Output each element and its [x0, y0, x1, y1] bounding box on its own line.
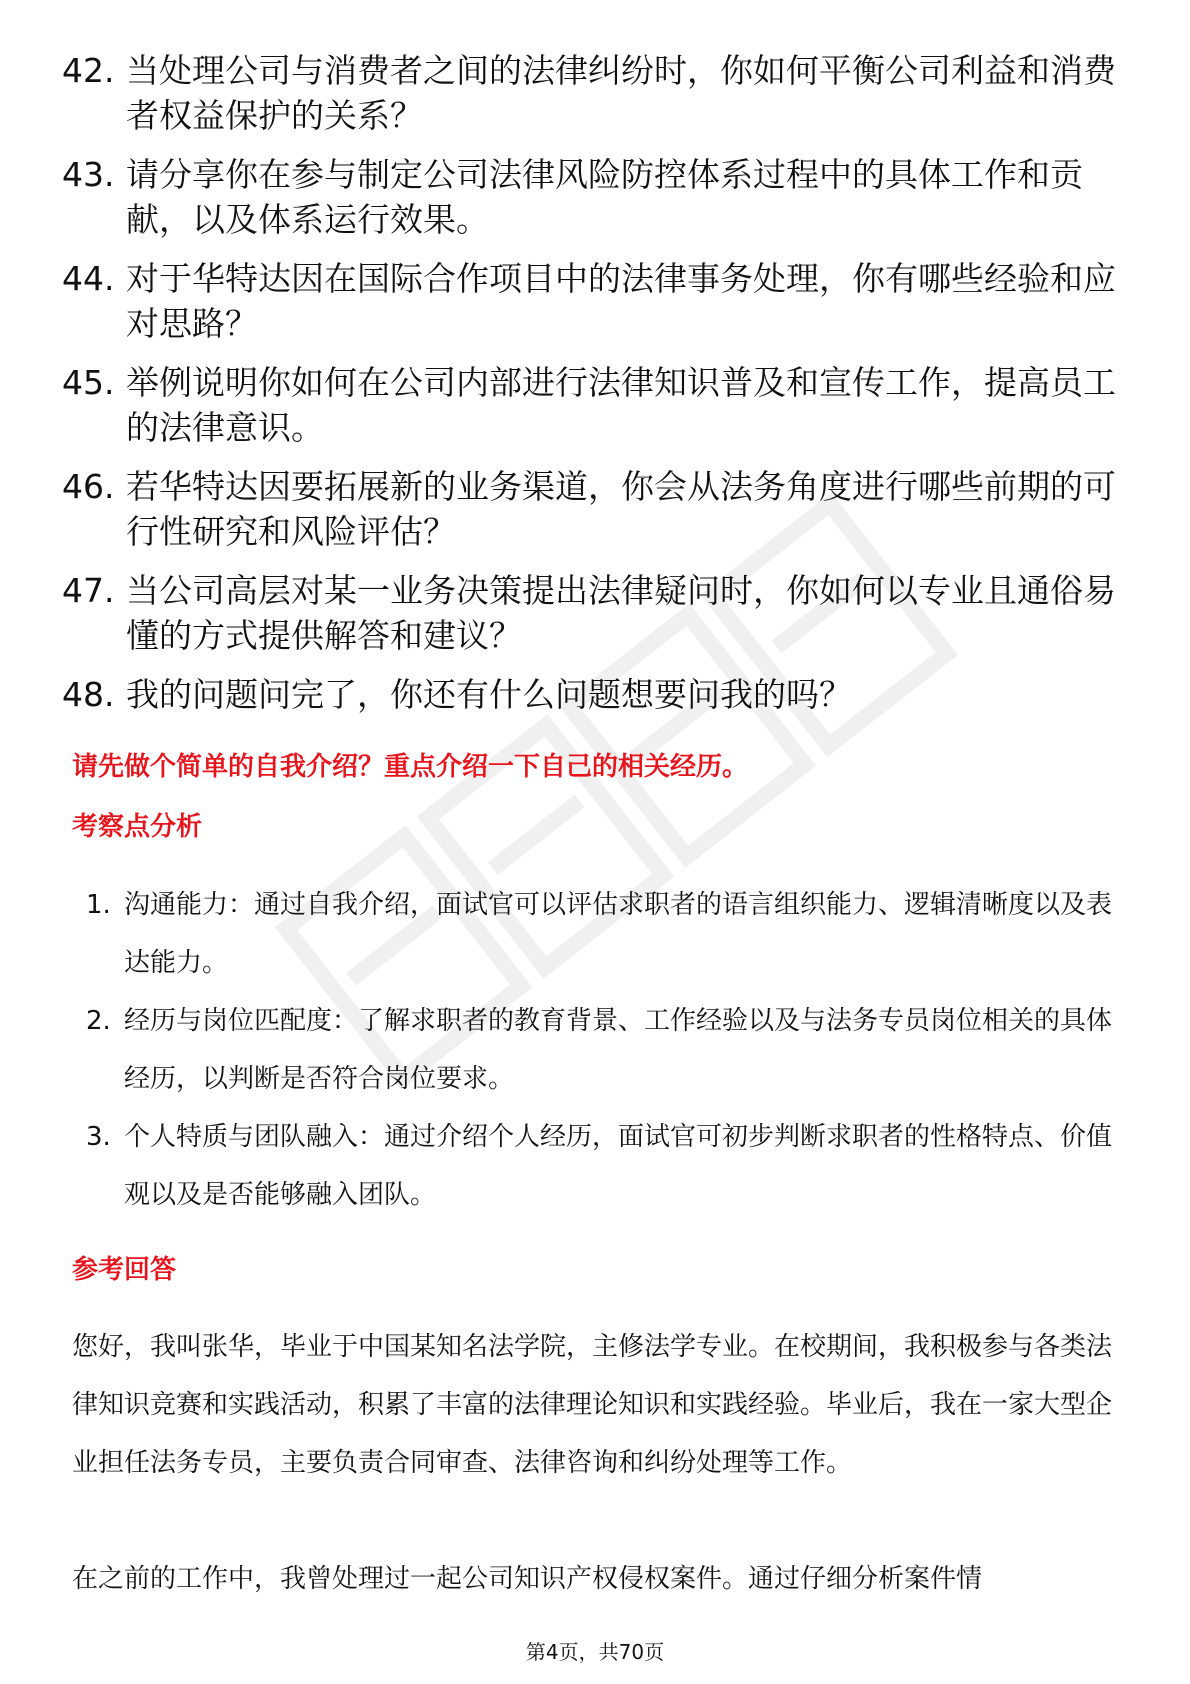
analysis-number: 3. — [86, 1122, 111, 1152]
analysis-number: 2. — [86, 1006, 111, 1036]
analysis-item — [86, 1108, 1126, 1224]
question-item — [62, 48, 1132, 138]
question-number: 47. — [62, 571, 115, 610]
analysis-item — [86, 876, 1126, 992]
question-text: 我的问题问完了，你还有什么问题想要问我的吗？ — [126, 675, 852, 714]
question-number: 43. — [62, 155, 115, 194]
question-text: 当处理公司与消费者之间的法律纠纷时，你如何平衡公司利益和消费者权益保护的关系？ — [126, 51, 1116, 135]
intro-question-heading: 请先做个简单的自我介绍？重点介绍一下自己的相关经历。 — [72, 752, 749, 782]
analysis-text: 沟通能力：通过自我介绍，面试官可以评估求职者的语言组织能力、逻辑清晰度以及表达能力。 — [124, 890, 1113, 978]
answer-body — [72, 1318, 1122, 1666]
question-number: 46. — [62, 467, 115, 506]
question-number: 48. — [62, 675, 115, 714]
page-footer: 第4页，共70页 — [525, 1640, 665, 1664]
question-number: 44. — [62, 259, 115, 298]
question-list — [62, 48, 1132, 731]
question-item — [62, 360, 1132, 450]
answer-paragraph: 在之前的工作中，我曾处理过一起公司知识产权侵权案件。通过仔细分析案件情 — [72, 1564, 983, 1594]
analysis-heading: 考察点分析 — [72, 812, 203, 842]
question-number: 42. — [62, 51, 115, 90]
question-text: 若华特达因要拓展新的业务渠道，你会从法务角度进行哪些前期的可行性研究和风险评估？ — [126, 467, 1116, 551]
answer-heading: 参考回答 — [72, 1255, 177, 1285]
analysis-item — [86, 992, 1126, 1108]
analysis-text: 经历与岗位匹配度：了解求职者的教育背景、工作经验以及与法务专员岗位相关的具体经历，以判断是否符合岗位要求。 — [124, 1006, 1113, 1094]
question-item — [62, 464, 1132, 554]
question-item — [62, 568, 1132, 658]
analysis-list — [86, 876, 1126, 1224]
answer-paragraph: 您好，我叫张华，毕业于中国某知名法学院，主修法学专业。在校期间，我积极参与各类法律知识竞赛和实践活动，积累了丰富的法律理论知识和实践经验。毕业后，我在一家大型企业担任法务专员，主要负责合同审查、法律咨询和纠纷处理等工作。 — [72, 1332, 1113, 1478]
analysis-number: 1. — [86, 890, 111, 920]
question-text: 当公司高层对某一业务决策提出法律疑问时，你如何以专业且通俗易懂的方式提供解答和建议？ — [126, 571, 1116, 655]
question-text: 对于华特达因在国际合作项目中的法律事务处理，你有哪些经验和应对思路？ — [126, 259, 1116, 343]
analysis-text: 个人特质与团队融入：通过介绍个人经历，面试官可初步判断求职者的性格特点、价值观以及是否能够融入团队。 — [124, 1122, 1113, 1210]
question-item — [62, 152, 1132, 242]
question-item — [62, 256, 1132, 346]
question-text: 举例说明你如何在公司内部进行法律知识普及和宣传工作，提高员工的法律意识。 — [126, 363, 1116, 447]
question-item — [62, 672, 1132, 717]
question-text: 请分享你在参与制定公司法律风险防控体系过程中的具体工作和贡献，以及体系运行效果。 — [126, 155, 1083, 239]
question-number: 45. — [62, 363, 115, 402]
